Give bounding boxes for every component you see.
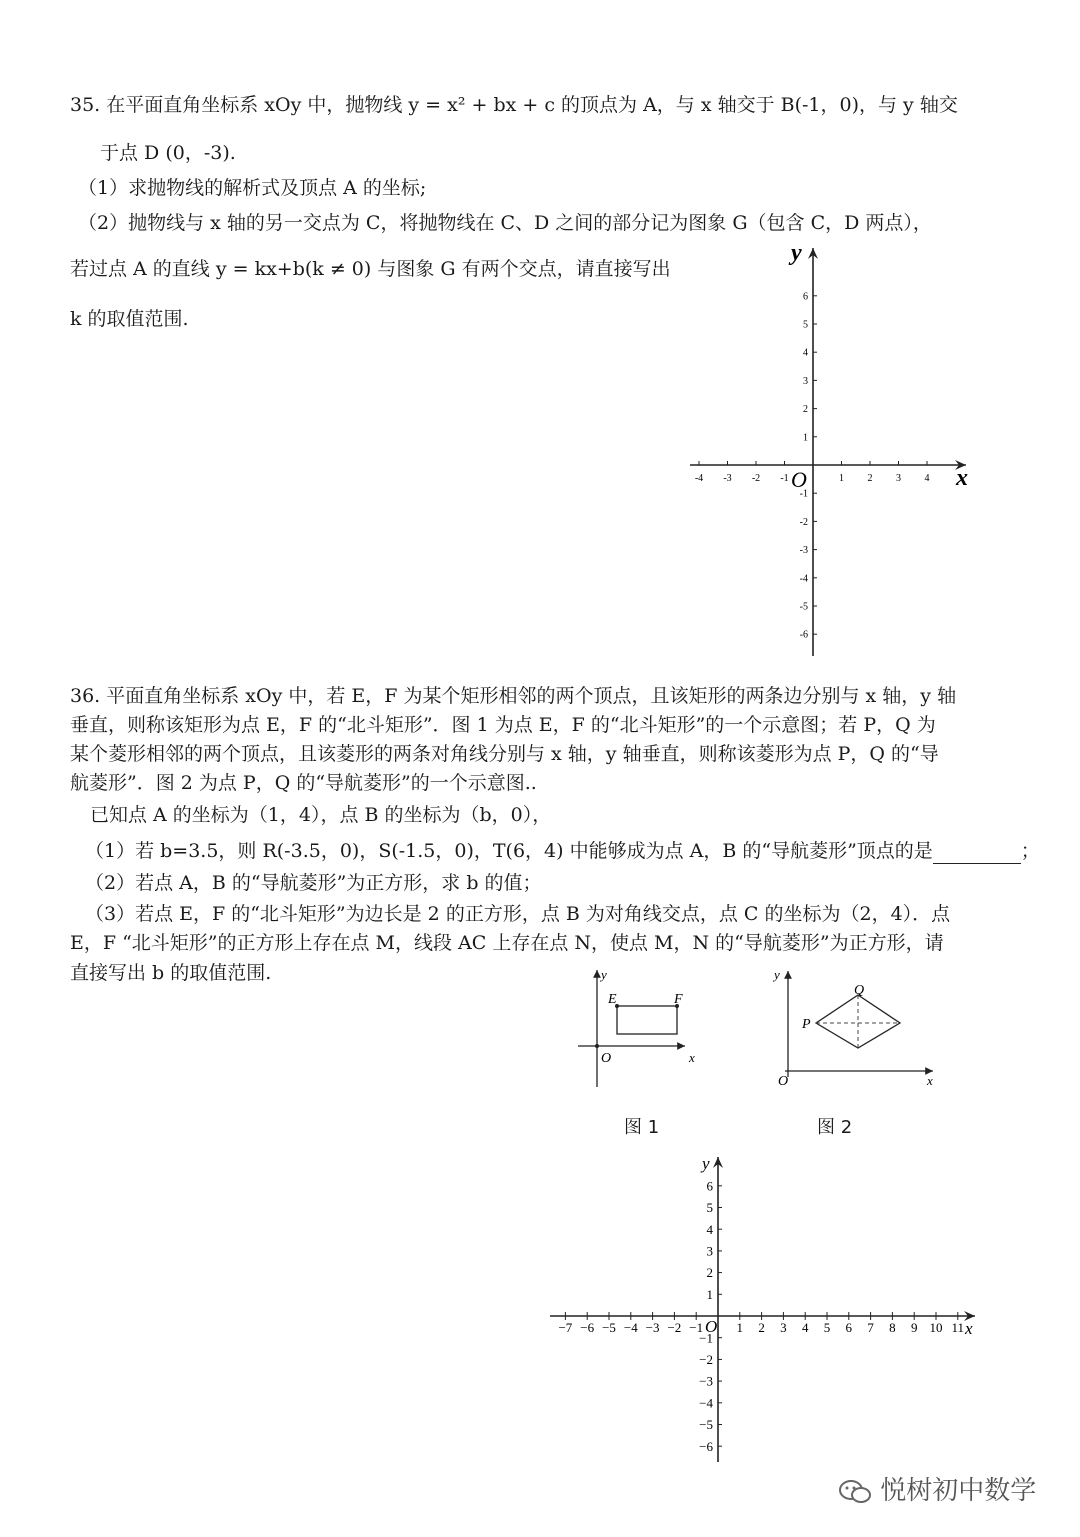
q35-x-tick-label: -2 [751, 473, 761, 484]
q36-x-label: x [965, 1319, 973, 1338]
q35-stem-line2: 于点 D (0，-3). [100, 142, 236, 164]
q36-x-tick-label: −7 [558, 1320, 573, 1335]
fig1-label-o: O [601, 1051, 612, 1066]
q36-x-tick-label: −5 [602, 1320, 616, 1335]
q36-y-tick-label: −5 [699, 1417, 713, 1433]
q36-x-tick-label: 7 [867, 1320, 874, 1335]
q35-y-tick-label: -6 [799, 629, 808, 641]
fig2-label-p: P [802, 1017, 811, 1032]
q35-part2-line3: k 的取值范围. [70, 308, 189, 330]
q35-part1: （1）求抛物线的解析式及顶点 A 的坐标; [78, 177, 427, 199]
q36-x-tick-label: 6 [845, 1320, 853, 1335]
q36-y-tick-label: −1 [699, 1330, 713, 1346]
q36-sub1-end: ； [1020, 840, 1040, 862]
q35-y-label: y [791, 240, 802, 266]
q36-stem-line3: 某个菱形相邻的两个顶点，且该菱形的两条对角线分别与 x 轴，y 轴垂直，则称该菱形为点 P，Q 的“导 [70, 743, 939, 765]
q36-x-tick-label: −4 [623, 1320, 638, 1335]
q36-stem-line2: 垂直，则称该矩形为点 E，F 的“北斗矩形”．图 1 为点 E，F 的“北斗矩形”的一个示意图；若 P，Q 为 [70, 714, 936, 736]
q35-part2-line2: 若过点 A 的直线 y = kx+b(k ≠ 0) 与图象 G 有两个交点，请直接写出 [70, 258, 671, 280]
q35-y-tick-label: 1 [803, 432, 808, 444]
fig2-label-y: y [774, 967, 780, 982]
q36-x-tick-label: −1 [689, 1320, 704, 1335]
q36-y-tick-label: 3 [706, 1243, 713, 1259]
q36-given: 已知点 A 的坐标为（1，4），点 B 的坐标为（b，0）， [90, 804, 552, 826]
fig1-label-f: F [674, 992, 683, 1007]
q36-sub3-line3: 直接写出 b 的取值范围. [70, 962, 272, 984]
q35-y-tick-label: 6 [803, 291, 808, 303]
q36-y-tick-label: −2 [699, 1351, 713, 1367]
q36-x-tick-label: 10 [929, 1320, 943, 1335]
q35-y-tick-label: -4 [799, 573, 808, 585]
q35-x-tick-label: 2 [867, 473, 873, 484]
q35-y-tick-label: -3 [799, 545, 808, 557]
q36-y-tick-label: −4 [699, 1395, 713, 1411]
q35-x-tick-label: -4 [694, 473, 704, 484]
q36-y-tick-label: 1 [706, 1286, 713, 1302]
q35-y-tick-label: 5 [803, 319, 808, 331]
fig2-label-q: Q [854, 983, 865, 998]
q35-origin-label: O [791, 467, 807, 492]
q35-y-tick-label: -1 [799, 488, 808, 500]
q35-x-tick-label: -3 [723, 473, 732, 484]
q36-sub3-line1: （3）若点 E，F 的“北斗矩形”为边长是 2 的正方形，点 B 为对角线交点，点 C 的坐标为（2，4）．点 [85, 903, 951, 925]
q36-x-tick-label: 2 [758, 1320, 765, 1335]
q36-y-label: y [702, 1154, 710, 1173]
q36-x-tick-label: 9 [910, 1320, 918, 1335]
q35-x-tick-label: 3 [896, 473, 901, 484]
q36-y-tick-label: 4 [706, 1221, 713, 1237]
fig2-label-o: O [778, 1074, 789, 1089]
fig2-label-x: x [927, 1073, 933, 1088]
q36-origin-label: O [705, 1317, 718, 1336]
watermark [838, 1470, 1036, 1507]
q36-x-tick-label: −2 [667, 1320, 682, 1335]
q35-stem-line1: 35. 在平面直角坐标系 xOy 中，抛物线 y = x² + bx + c 的顶点为 A，与 x 轴交于 B(-1，0)，与 y 轴交 [70, 94, 958, 116]
q36-x-tick-label: 3 [780, 1320, 787, 1335]
q36-x-tick-label: 4 [801, 1320, 809, 1335]
q36-x-tick-label: −3 [645, 1320, 660, 1335]
fig1-label-e: E [608, 992, 617, 1007]
q36-x-tick-label: 1 [736, 1320, 744, 1335]
q35-x-tick-label: -1 [780, 473, 789, 484]
q36-sub1-text: （1）若 b=3.5，则 R(-3.5，0)，S(-1.5，0)，T(6，4) 中能够成为点 A，B 的“导航菱形”顶点的是 [85, 840, 933, 862]
q35-y-tick-label: 4 [803, 347, 808, 359]
q36-y-tick-label: −3 [699, 1373, 713, 1389]
fig1-label-y: y [601, 967, 607, 982]
q36-y-tick-label: 5 [706, 1200, 713, 1216]
q35-x-tick-label: 1 [839, 473, 844, 484]
q35-x-label: x [956, 465, 968, 491]
watermark-text: 悦树初中数学 [880, 1476, 1037, 1506]
wechat-icon [838, 1479, 872, 1505]
q35-x-tick-label: 4 [924, 473, 930, 484]
q35-y-tick-label: 3 [803, 375, 808, 387]
q35-y-tick-label: -2 [799, 516, 808, 528]
q35-y-tick-label: 2 [803, 404, 808, 416]
q36-x-tick-label: −6 [580, 1320, 595, 1335]
q35-y-tick-label: -5 [799, 601, 808, 613]
q36-sub3-line2: E，F “北斗矩形”的正方形上存在点 M，线段 AC 上存在点 N，使点 M，N 的“导航菱形”为正方形，请 [70, 932, 944, 954]
q36-x-tick-label: 11 [951, 1320, 965, 1335]
figure-2-caption: 图 2 [817, 1117, 853, 1138]
q36-x-tick-label: 5 [823, 1320, 831, 1335]
fig1-label-x: x [689, 1050, 695, 1065]
figure-1-caption: 图 1 [624, 1117, 660, 1138]
q36-y-tick-label: 2 [706, 1265, 713, 1281]
q35-part2: （2）抛物线与 x 轴的另一交点为 C，将抛物线在 C、D 之间的部分记为图象 G（包含 C，D 两点）， [78, 212, 932, 234]
q36-y-tick-label: −6 [699, 1438, 713, 1454]
q36-y-tick-label: 6 [706, 1178, 713, 1194]
q36-x-tick-label: 8 [889, 1320, 896, 1335]
q36-stem-line4: 航菱形”．图 2 为点 P，Q 的“导航菱形”的一个示意图.. [70, 772, 537, 794]
q36-stem-line1: 36. 平面直角坐标系 xOy 中，若 E，F 为某个矩形相邻的两个顶点，且该矩形的两条边分别与 x 轴，y 轴 [70, 685, 957, 707]
q36-sub2: （2）若点 A，B 的“导航菱形”为正方形，求 b 的值； [85, 872, 542, 894]
